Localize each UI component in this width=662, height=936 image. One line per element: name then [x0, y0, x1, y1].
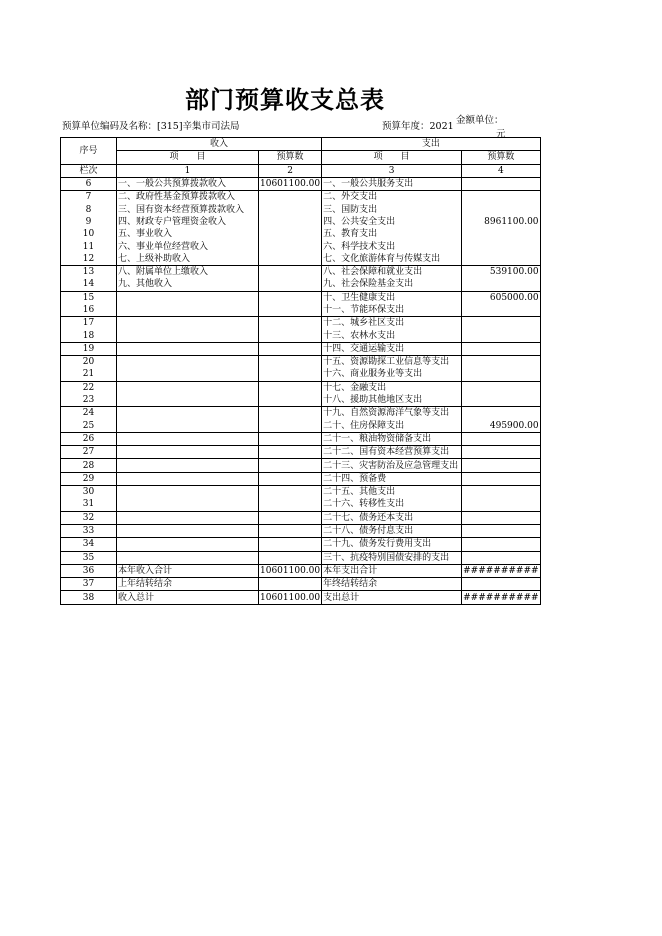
expense-item: 二十二、国有资本经营预算支出 [322, 446, 462, 459]
col-row-label: 栏次 [61, 164, 117, 177]
expense-item: 十五、资源勘探工业信息等支出 [322, 356, 462, 369]
table-row [61, 578, 541, 591]
row-seq: 10 [61, 228, 117, 240]
income-amount [259, 432, 322, 445]
table-row [61, 265, 541, 278]
income-amount [259, 420, 322, 433]
amount-unit-label: 金额单位： [456, 115, 504, 126]
col-number-3: 3 [322, 164, 462, 177]
table-row [61, 591, 541, 604]
expense-item: 本年支出合计 [322, 564, 462, 577]
income-amount [259, 356, 322, 369]
row-seq: 9 [61, 216, 117, 228]
expense-amount [462, 524, 540, 537]
income-amount [259, 291, 322, 304]
income-amount [259, 342, 322, 355]
income-item [117, 342, 259, 355]
table-row [61, 317, 541, 330]
income-amount [259, 317, 322, 330]
income-item [117, 368, 259, 381]
expense-item: 二十八、债务付息支出 [322, 524, 462, 537]
table-row [61, 356, 541, 369]
income-amount [259, 524, 322, 537]
row-seq: 28 [61, 459, 117, 472]
income-item [117, 432, 259, 445]
income-amount: 10601100.00 [260, 565, 321, 576]
income-amount [259, 381, 322, 394]
income-item: 七、上级补助收入 [117, 253, 259, 266]
table-row [61, 551, 541, 564]
expense-amount: 8961100.00 [462, 216, 540, 228]
income-amount [259, 498, 322, 511]
amount-unit-value: 元 [496, 129, 506, 140]
expense-amount [462, 538, 540, 551]
row-seq: 29 [61, 472, 117, 485]
income-amount [259, 551, 322, 564]
expense-item: 十四、交通运输支出 [322, 342, 462, 355]
row-seq: 8 [61, 203, 117, 215]
income-item [117, 459, 259, 472]
expense-amount [462, 368, 540, 381]
table-row [61, 177, 541, 190]
table-row [61, 407, 541, 420]
table-row [61, 278, 541, 291]
row-seq: 22 [61, 381, 117, 394]
income-amount [259, 446, 322, 459]
table-row [61, 459, 541, 472]
table-row [61, 329, 541, 342]
row-seq: 12 [61, 253, 117, 266]
income-item [117, 394, 259, 407]
income-amount [259, 459, 322, 472]
income-item [117, 407, 259, 420]
expense-amount [462, 278, 540, 291]
seq-header: 序号 [61, 138, 117, 165]
income-item: 四、财政专户管理资金收入 [117, 216, 259, 228]
income-item [117, 446, 259, 459]
expense-item: 一、一般公共服务支出 [322, 177, 462, 190]
header-row-2 [61, 151, 541, 164]
income-item-header: 项 目 [117, 151, 259, 164]
table-row [61, 446, 541, 459]
income-item [117, 291, 259, 304]
expense-item: 二十三、灾害防治及应急管理支出 [322, 459, 462, 472]
expense-amount [462, 304, 540, 317]
table-row [61, 564, 541, 577]
expense-item: 十一、节能环保支出 [322, 304, 462, 317]
expense-amount [462, 498, 540, 511]
table-row [61, 420, 541, 433]
expense-amount [462, 228, 540, 240]
row-seq: 25 [61, 420, 117, 433]
expense-amount [462, 578, 540, 591]
income-amount [259, 407, 322, 420]
expense-item: 十六、商业服务业等支出 [322, 368, 462, 381]
expense-item: 十九、自然资源海洋气象等支出 [322, 407, 462, 420]
expense-item: 十、卫生健康支出 [322, 291, 462, 304]
row-seq: 38 [61, 591, 117, 604]
expense-item: 七、文化旅游体育与传媒支出 [322, 253, 462, 266]
income-header: 收入 [117, 138, 322, 151]
header-row-1 [61, 138, 541, 151]
row-seq: 21 [61, 368, 117, 381]
income-item: 五、事业收入 [117, 228, 259, 240]
income-amount [259, 472, 322, 485]
expense-amount [462, 459, 540, 472]
income-amount [259, 486, 322, 499]
income-item: 上年结转结余 [117, 578, 259, 591]
income-item [117, 498, 259, 511]
row-seq: 13 [61, 265, 117, 278]
table-row [61, 228, 541, 240]
income-item: 本年收入合计 [117, 564, 259, 577]
table-row [61, 203, 541, 215]
budget-year-label: 预算年度：2021 [382, 121, 454, 132]
row-seq: 23 [61, 394, 117, 407]
row-seq: 11 [61, 240, 117, 252]
unit-code-label: 预算单位编码及名称：[315]辛集市司法局 [62, 121, 240, 132]
expense-amount [462, 511, 540, 524]
table-row [61, 191, 541, 204]
expense-item: 年终结转结余 [322, 578, 462, 591]
expense-amount [462, 191, 540, 204]
expense-amount: 605000.00 [462, 291, 540, 304]
expense-amount [462, 342, 540, 355]
expense-amount [462, 432, 540, 445]
expense-item: 支出总计 [322, 591, 462, 604]
income-amount [259, 538, 322, 551]
table-row [61, 291, 541, 304]
row-seq: 20 [61, 356, 117, 369]
expense-item: 二十六、转移性支出 [322, 498, 462, 511]
expense-amount [462, 472, 540, 485]
table-row [61, 304, 541, 317]
income-amount [259, 253, 322, 266]
row-seq: 30 [61, 486, 117, 499]
column-number-row [61, 164, 541, 177]
income-item [117, 317, 259, 330]
income-item: 九、其他收入 [117, 278, 259, 291]
expense-item: 九、社会保险基金支出 [322, 278, 462, 291]
income-budget-header: 预算数 [259, 151, 322, 164]
income-amount [259, 511, 322, 524]
col-number-4: 4 [462, 164, 540, 177]
row-seq: 36 [61, 564, 117, 577]
budget-summary-table [60, 137, 541, 605]
income-amount [259, 329, 322, 342]
income-amount [259, 578, 322, 591]
income-item: 收入总计 [117, 591, 259, 604]
expense-item: 二十九、债务发行费用支出 [322, 538, 462, 551]
table-row [61, 538, 541, 551]
expense-amount [462, 356, 540, 369]
income-item [117, 420, 259, 433]
row-seq: 19 [61, 342, 117, 355]
expense-item: 五、教育支出 [322, 228, 462, 240]
expense-header: 支出 [322, 138, 540, 151]
expense-amount [462, 407, 540, 420]
income-item [117, 486, 259, 499]
income-item [117, 472, 259, 485]
income-item [117, 524, 259, 537]
expense-item: 六、科学技术支出 [322, 240, 462, 252]
income-amount [259, 394, 322, 407]
income-amount [259, 265, 322, 278]
expense-amount [462, 329, 540, 342]
expense-amount [462, 394, 540, 407]
row-seq: 6 [61, 177, 117, 190]
table-row [61, 486, 541, 499]
table-row [61, 472, 541, 485]
row-seq: 18 [61, 329, 117, 342]
table-row [61, 432, 541, 445]
income-item: 八、附属单位上缴收入 [117, 265, 259, 278]
expense-item: 三、国防支出 [322, 203, 462, 215]
expense-amount: ########## [463, 565, 539, 576]
income-amount [259, 216, 322, 228]
income-item [117, 381, 259, 394]
table-row [61, 253, 541, 266]
income-item [117, 329, 259, 342]
col-number-2: 2 [259, 164, 322, 177]
income-amount [259, 228, 322, 240]
row-seq: 33 [61, 524, 117, 537]
income-amount: 10601100.00 [260, 592, 321, 603]
income-amount [259, 278, 322, 291]
income-amount: 10601100.00 [260, 179, 321, 190]
expense-amount [462, 253, 540, 266]
row-seq: 31 [61, 498, 117, 511]
expense-item: 八、社会保障和就业支出 [322, 265, 462, 278]
expense-amount [462, 446, 540, 459]
expense-item: 十二、城乡社区支出 [322, 317, 462, 330]
row-seq: 35 [61, 551, 117, 564]
page-title: 部门预算收支总表 [185, 86, 385, 114]
expense-item: 二十四、预备费 [322, 472, 462, 485]
income-item [117, 511, 259, 524]
income-amount [259, 191, 322, 204]
expense-item: 二十一、粮油物资储备支出 [322, 432, 462, 445]
expense-amount [462, 177, 540, 190]
income-item: 六、事业单位经营收入 [117, 240, 259, 252]
row-seq: 14 [61, 278, 117, 291]
row-seq: 17 [61, 317, 117, 330]
income-item [117, 356, 259, 369]
table-row [61, 524, 541, 537]
expense-item: 二十、住房保障支出 [322, 420, 462, 433]
row-seq: 16 [61, 304, 117, 317]
table-row [61, 368, 541, 381]
row-seq: 34 [61, 538, 117, 551]
income-amount [259, 304, 322, 317]
income-item [117, 551, 259, 564]
income-item: 三、国有资本经营预算拨款收入 [117, 203, 259, 215]
expense-amount [462, 486, 540, 499]
expense-amount [462, 203, 540, 215]
income-item [117, 538, 259, 551]
table-row [61, 240, 541, 252]
expense-amount: ########## [463, 592, 539, 603]
expense-item: 二十七、债务还本支出 [322, 511, 462, 524]
expense-item: 二十五、其他支出 [322, 486, 462, 499]
col-number-1: 1 [117, 164, 259, 177]
table-row [61, 511, 541, 524]
row-seq: 27 [61, 446, 117, 459]
income-item: 二、政府性基金预算拨款收入 [117, 191, 259, 204]
expense-item: 二、外交支出 [322, 191, 462, 204]
table-row [61, 216, 541, 228]
income-amount [259, 203, 322, 215]
expense-item: 十八、援助其他地区支出 [322, 394, 462, 407]
expense-amount: 539100.00 [462, 265, 540, 278]
row-seq: 24 [61, 407, 117, 420]
expense-amount [462, 317, 540, 330]
expense-item-header: 项 目 [322, 151, 462, 164]
income-item [117, 304, 259, 317]
expense-amount: 495900.00 [462, 420, 540, 433]
table-row [61, 394, 541, 407]
expense-budget-header: 预算数 [462, 151, 540, 164]
expense-item: 三十、抗疫特别国债安排的支出 [322, 551, 462, 564]
row-seq: 26 [61, 432, 117, 445]
row-seq: 32 [61, 511, 117, 524]
expense-item: 四、公共安全支出 [322, 216, 462, 228]
expense-amount [462, 551, 540, 564]
table-row [61, 342, 541, 355]
expense-amount [462, 381, 540, 394]
row-seq: 7 [61, 191, 117, 204]
table-row [61, 381, 541, 394]
income-amount [259, 368, 322, 381]
income-item: 一、一般公共预算拨款收入 [117, 177, 259, 190]
income-amount [259, 240, 322, 252]
expense-item: 十三、农林水支出 [322, 329, 462, 342]
row-seq: 15 [61, 291, 117, 304]
expense-item: 十七、金融支出 [322, 381, 462, 394]
row-seq: 37 [61, 578, 117, 591]
expense-amount [462, 240, 540, 252]
table-row [61, 498, 541, 511]
